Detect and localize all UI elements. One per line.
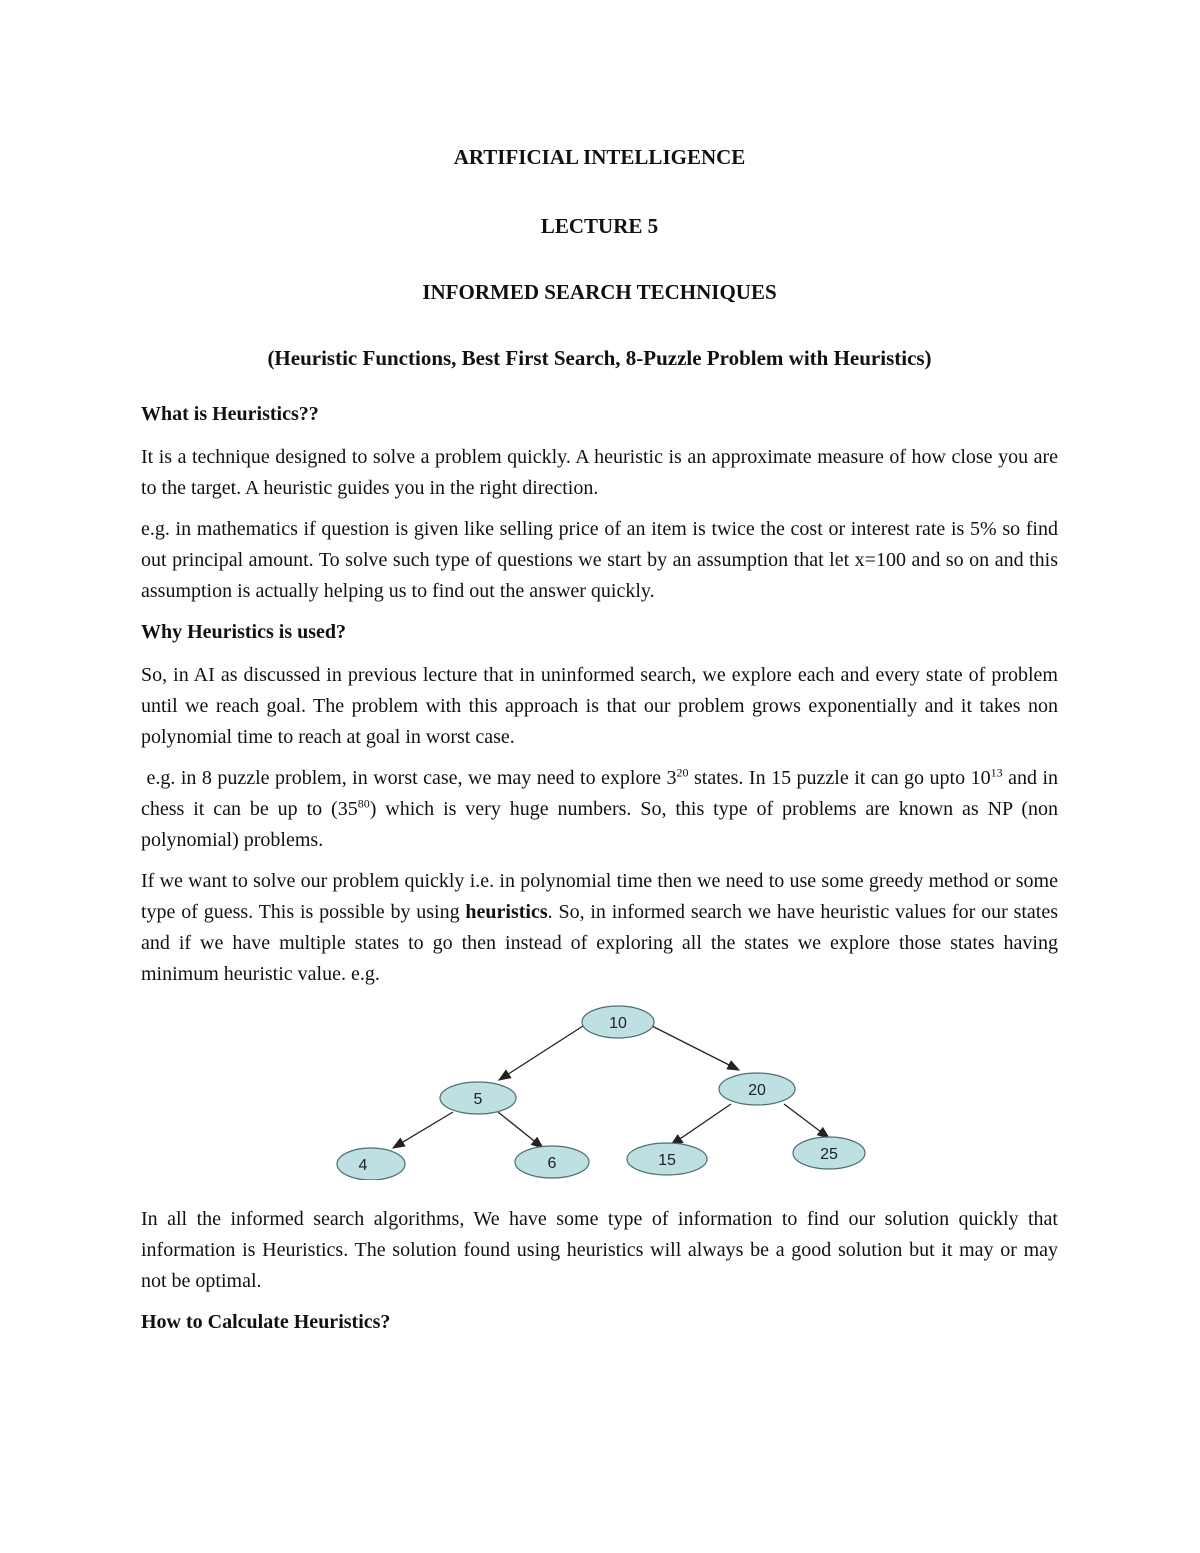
tree-node-25-label: 25	[820, 1146, 838, 1163]
paragraph-greedy-method	[141, 866, 1058, 990]
document-title: ARTIFICIAL INTELLIGENCE	[453, 145, 746, 169]
tree-node-5	[440, 1082, 516, 1114]
exponent-13: 13	[990, 765, 1003, 780]
puzzle-text-d: ) which is very huge numbers. So, this type of problems are known as NP (non polynomial) problems.	[141, 798, 1059, 851]
tree-node-4	[337, 1148, 405, 1180]
heuristic-tree-diagram	[141, 1000, 1058, 1180]
greedy-text-b: . So, in informed search we have heuristic values for our states and if we have multiple states to go then instead of exploring all the states we explore those states having minimum heuristic value. e.g.	[141, 901, 1059, 985]
edge-10-5	[499, 1026, 583, 1080]
tree-node-6-label: 6	[547, 1155, 557, 1172]
edge-5-6	[498, 1112, 543, 1148]
puzzle-text-b: states. In 15 puzzle it can go upto 10	[688, 767, 991, 789]
tree-node-10-label: 10	[609, 1015, 627, 1032]
puzzle-text-a: e.g. in 8 puzzle problem, in worst case, we may need to explore 3	[146, 767, 677, 789]
tree-node-10	[582, 1006, 654, 1038]
paragraph-informed-search-summary: In all the informed search algorithms, We have some type of information to find our solution quickly that information is Heuristics. The solution found using heuristics will always be a good solution but it may or may not be optimal.	[141, 1208, 1058, 1292]
document-content	[141, 142, 1058, 1350]
heuristics-bold-term: heuristics	[465, 901, 548, 923]
lecture-number: LECTURE 5	[540, 214, 659, 238]
edge-20-15	[671, 1104, 731, 1145]
heading-what-is-heuristics: What is Heuristics??	[141, 403, 319, 425]
greedy-text-a: If we want to solve our problem quickly i.e. in polynomial time then we need to use some greedy method or some type of guess. This is possible by using	[141, 870, 1058, 923]
paragraph-math-example: e.g. in mathematics if question is given like selling price of an item is twice the cost or interest rate is 5% so find out principal amount. To solve such type of questions we start by an assumption that let x=100 and so on and this assumption is actually helping us to find out the answer quickly.	[141, 518, 1058, 602]
heading-why-heuristics: Why Heuristics is used?	[141, 621, 347, 643]
edge-5-4	[393, 1112, 453, 1148]
paragraph-uninformed-search: So, in AI as discussed in previous lecture that in uninformed search, we explore each and every state of problem until we reach goal. The problem with this approach is that our problem grows exponentially and it takes non polynomial time to reach at goal in worst case.	[141, 664, 1058, 748]
heuristic-tree-svg	[141, 1000, 1058, 1180]
puzzle-text-c: and in chess it can be up to (35	[141, 767, 1058, 820]
lecture-subtitle: (Heuristic Functions, Best First Search, 8-Puzzle Problem with Heuristics)	[267, 346, 932, 370]
tree-node-5-label: 5	[473, 1091, 483, 1108]
paragraph-puzzle-example	[141, 763, 1058, 856]
tree-node-6	[515, 1146, 589, 1178]
tree-node-20	[719, 1073, 795, 1105]
edge-20-25	[784, 1104, 829, 1138]
lecture-topic: INFORMED SEARCH TECHNIQUES	[422, 280, 777, 304]
tree-node-20-label: 20	[748, 1082, 766, 1099]
edge-10-20	[652, 1026, 739, 1070]
paragraph-heuristic-definition: It is a technique designed to solve a problem quickly. A heuristic is an approximate measure of how close you are to the target. A heuristic guides you in the right direction.	[141, 446, 1058, 499]
tree-node-25	[793, 1137, 865, 1169]
heading-how-to-calculate: How to Calculate Heuristics?	[141, 1311, 391, 1333]
tree-node-4-label: 4	[358, 1157, 368, 1174]
exponent-20: 20	[676, 765, 689, 780]
tree-node-15-label: 15	[658, 1152, 676, 1169]
tree-node-15	[627, 1143, 707, 1175]
exponent-80: 80	[357, 796, 370, 811]
